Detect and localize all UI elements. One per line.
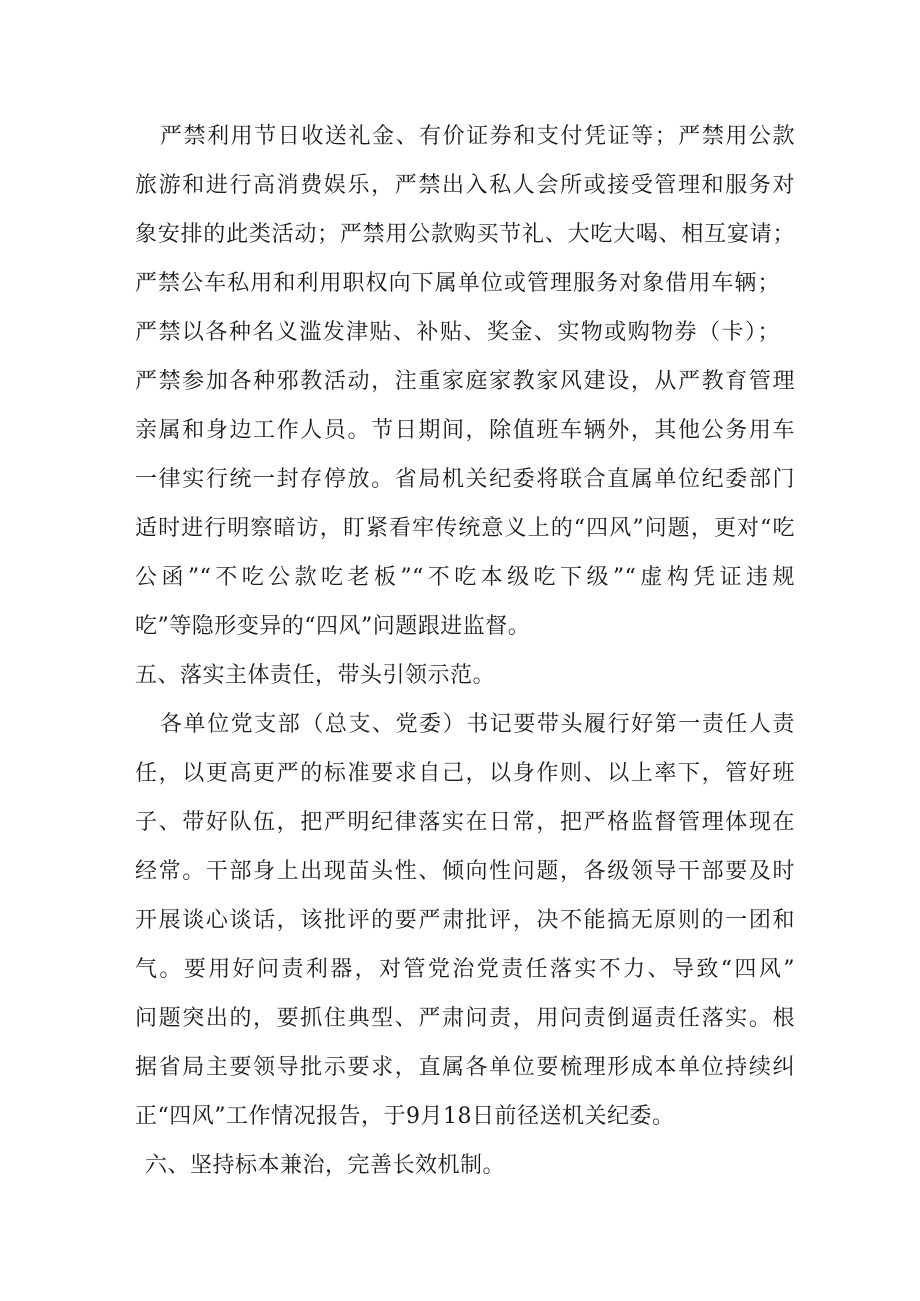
text-line: 适时进行明察暗访，盯紧看牢传统意义上的“四风”问题，更对“吃 <box>135 516 795 541</box>
text-line: 严禁参加各种邪教活动，注重家庭家教家风建设，从严教育管理 <box>135 369 795 394</box>
section-heading: 五、落实主体责任，带头引领示范。 <box>135 663 496 688</box>
text-line: 气。要用好问责利器，对管党治党责任落实不力、导致“四风” <box>135 957 795 982</box>
text-line: 公函”“不吃公款吃老板”“不吃本级吃下级”“虚构凭证违规 <box>135 565 795 590</box>
text-line: 旅游和进行高消费娱乐，严禁出入私人会所或接受管理和服务对 <box>135 173 795 198</box>
text-line: 严禁利用节日收送礼金、有价证券和支付凭证等；严禁用公款 <box>160 124 795 149</box>
section-heading: 六、坚持标本兼治，完善长效机制。 <box>145 1153 506 1178</box>
text-line: 一律实行统一封存停放。省局机关纪委将联合直属单位纪委部门 <box>135 467 795 492</box>
text-line: 吃”等隐形变异的“四风”问题跟进监督。 <box>135 614 531 639</box>
text-line: 严禁公车私用和利用职权向下属单位或管理服务对象借用车辆； <box>135 271 780 296</box>
text-line: 子、带好队伍，把严明纪律落实在日常，把严格监督管理体现在 <box>135 810 795 835</box>
text-line: 象安排的此类活动；严禁用公款购买节礼、大吃大喝、相互宴请； <box>135 222 795 247</box>
text-line: 任，以更高更严的标准要求自己，以身作则、以上率下，管好班 <box>135 761 795 786</box>
text-line: 问题突出的，要抓住典型、严肃问责，用问责倒逼责任落实。根 <box>135 1006 795 1031</box>
text-line: 各单位党支部（总支、党委）书记要带头履行好第一责任人责 <box>160 712 795 737</box>
text-line: 开展谈心谈话，该批评的要严肃批评，决不能搞无原则的一团和 <box>135 908 795 933</box>
text-line: 严禁以各种名义滥发津贴、补贴、奖金、实物或购物券（卡）； <box>135 320 780 345</box>
text-line: 经常。干部身上出现苗头性、倾向性问题，各级领导干部要及时 <box>135 859 795 884</box>
text-line: 亲属和身边工作人员。节日期间，除值班车辆外，其他公务用车 <box>135 418 795 443</box>
text-line: 据省局主要领导批示要求，直属各单位要梳理形成本单位持续纠 <box>135 1055 795 1080</box>
text-line: 正“四风”工作情况报告，于9月18日前径送机关纪委。 <box>135 1104 675 1129</box>
